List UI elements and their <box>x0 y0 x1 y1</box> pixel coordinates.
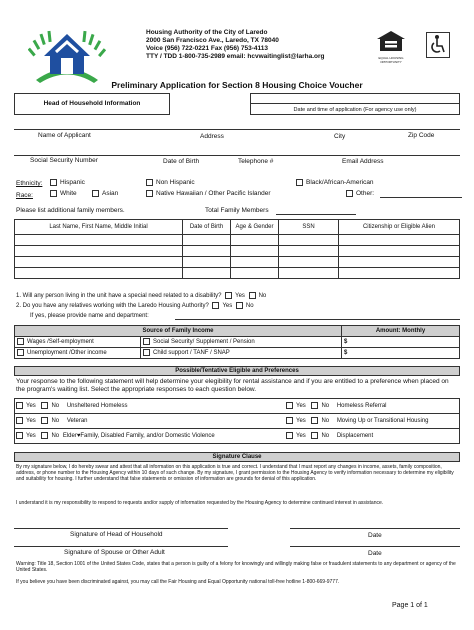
applicant-line[interactable] <box>14 129 460 130</box>
race-label: Race: <box>16 192 33 199</box>
col-age-gender: Age & Gender <box>231 220 279 235</box>
label-phone: Telephone # <box>238 158 274 165</box>
wheelchair-icon <box>426 32 450 58</box>
pref-transitional[interactable]: Yes No Moving Up or Transitional Housing <box>286 417 429 425</box>
total-family-line[interactable] <box>276 214 356 215</box>
ethnicity-non-hispanic[interactable]: Non Hispanic <box>146 179 195 187</box>
checkbox[interactable] <box>311 402 318 409</box>
checkbox[interactable] <box>17 338 24 345</box>
table-row[interactable] <box>15 268 460 279</box>
table-row[interactable] <box>15 235 460 246</box>
income-ss[interactable]: Social Security/ Supplement / Pension <box>141 337 342 348</box>
q2-no-checkbox[interactable] <box>236 302 243 309</box>
pref-elderly[interactable]: Yes No Elder♥Family, Disabled Family, and/or Domestic Violence <box>16 432 215 440</box>
signature-paragraph-2: I understand it is my responsibility to respond to requests and/or supply of information requested by the Housing Agency to determine continued interest in assistance. <box>16 500 384 506</box>
checkbox[interactable] <box>286 432 293 439</box>
signature-header: Signature Clause <box>14 452 460 462</box>
label-email: Email Address <box>342 158 384 165</box>
race-black[interactable]: Black/African-American <box>296 179 374 187</box>
spouse-date-label: Date <box>368 550 382 557</box>
label-address: Address <box>200 133 224 140</box>
checkbox[interactable] <box>50 179 57 186</box>
head-date-line[interactable] <box>290 528 460 529</box>
checkbox[interactable] <box>286 417 293 424</box>
spouse-signature-line[interactable] <box>14 546 228 547</box>
equal-housing-caption: EQUAL HOUSING OPPORTUNITY <box>378 56 404 64</box>
relatives-line[interactable] <box>175 319 460 320</box>
label-name: Name of Applicant <box>38 132 91 139</box>
org-phone-fax: Voice (956) 722-0221 Fax (956) 753-4113 <box>146 45 269 52</box>
race-other[interactable]: Other: <box>346 190 374 198</box>
question-1: 1. Will any person living in the unit have a special need related to a disability? Yes No <box>16 293 267 300</box>
table-row[interactable] <box>15 246 460 257</box>
head-of-household-label: Head of Household Information <box>43 100 141 107</box>
income-amount-header: Amount: Monthly <box>342 326 460 337</box>
family-list-label: Please list additional family members. <box>16 207 125 214</box>
income-wages[interactable]: Wages /Self-employment <box>15 337 141 348</box>
checkbox[interactable] <box>286 402 293 409</box>
family-table <box>14 219 460 279</box>
felony-warning: Warning: Title 18, Section 1001 of the United States Code, states that a person is guilty of a felony for knowingly and willingly making false or fraudulent statements to any department or agency of the United States. <box>16 561 456 573</box>
income-unemployment[interactable]: Unemployment /Other income <box>15 348 141 359</box>
pref-displacement[interactable]: Yes No Displacement <box>286 432 373 440</box>
col-dob: Date of Birth <box>183 220 231 235</box>
income-amount-1[interactable]: $ <box>342 337 460 348</box>
income-amount-2[interactable]: $ <box>342 348 460 359</box>
checkbox[interactable] <box>92 190 99 197</box>
race-asian[interactable]: Asian <box>92 190 118 198</box>
org-address: 2000 San Francisco Ave., Laredo, TX 78040 <box>146 37 279 44</box>
question-2: 2. Do you have any relatives working with the Laredo Housing Authority? Yes No <box>16 303 254 310</box>
q2-yes-checkbox[interactable] <box>212 302 219 309</box>
race-other-line[interactable] <box>380 197 462 198</box>
signature-paragraph-1: By my signature below, I do hereby swear and attest that all information on this application is true and correct. I understand that I must report any changes in income, assets, family composition, address, or phone number to the Housing Agency within 10 days of such change. By my signature, I grant permission to the Housing Agency to verify information necessary to determine my eligibility and suitability for housing. I further understand that false statements or omission of information are grounds for denial of this application. <box>16 464 454 482</box>
total-family-label: Total Family Members <box>205 207 269 214</box>
col-name: Last Name, First Name, Middle Initial <box>15 220 183 235</box>
spouse-date-line[interactable] <box>290 546 460 547</box>
race-white[interactable]: White <box>50 190 77 198</box>
label-dob: Date of Birth <box>163 158 200 165</box>
form-title: Preliminary Application for Section 8 Housing Choice Voucher <box>111 80 363 90</box>
checkbox[interactable] <box>41 432 48 439</box>
equal-housing-logo <box>376 30 406 62</box>
checkbox[interactable] <box>146 190 153 197</box>
pref-unsheltered[interactable]: Yes No Unsheltered Homeless <box>16 402 128 410</box>
label-city: City <box>334 133 346 140</box>
checkbox[interactable] <box>346 190 353 197</box>
col-citizenship: Citizenship or Eligible Alien <box>339 220 460 235</box>
label-ssn: Social Security Number <box>30 157 98 164</box>
agency-date-label: Date and time of application (For agency use only) <box>293 107 417 113</box>
race-hawaiian[interactable]: Native Hawaiian / Other Pacific Islander <box>146 190 271 198</box>
income-source-header: Source of Family Income <box>15 326 342 337</box>
org-name: Housing Authority of the City of Laredo <box>146 29 268 36</box>
checkbox[interactable] <box>143 349 150 356</box>
checkbox[interactable] <box>50 190 57 197</box>
checkbox[interactable] <box>311 432 318 439</box>
discrimination-note: If you believe you have been discriminated against, you may call the Fair Housing and Equal Opportunity national toll-free hotline 1-800-669-9777. <box>16 579 340 585</box>
checkbox[interactable] <box>41 417 48 424</box>
col-ssn: SSN <box>279 220 339 235</box>
page-number: Page 1 of 1 <box>392 602 428 609</box>
pref-homeless-referral[interactable]: Yes No Homeless Referral <box>286 402 387 410</box>
ethnicity-hispanic[interactable]: Hispanic <box>50 179 85 187</box>
checkbox[interactable] <box>41 402 48 409</box>
head-signature-line[interactable] <box>14 528 228 529</box>
head-date-label: Date <box>368 532 382 539</box>
income-child-support[interactable]: Child support / TANF / SNAP <box>141 348 342 359</box>
table-row[interactable] <box>15 257 460 268</box>
checkbox[interactable] <box>16 432 23 439</box>
contact-line[interactable] <box>14 155 460 156</box>
checkbox[interactable] <box>143 338 150 345</box>
checkbox[interactable] <box>311 417 318 424</box>
checkbox[interactable] <box>296 179 303 186</box>
relatives-note: If yes, please provide name and department: <box>30 313 149 319</box>
spouse-signature-label: Signature of Spouse or Other Adult <box>64 549 165 556</box>
q1-no-checkbox[interactable] <box>249 292 256 299</box>
checkbox[interactable] <box>17 349 24 356</box>
head-of-household-box <box>14 93 170 115</box>
housing-authority-logo <box>28 28 106 84</box>
income-table <box>14 325 460 359</box>
org-tty-email: TTY / TDD 1-800-735-2989 email: hcvwaitinglist@larha.org <box>146 53 325 60</box>
checkbox[interactable] <box>16 417 23 424</box>
preferences-intro: Your response to the following statement will help determine your elegibility for rental assistance and if you are entitled to a preference when placed on the program's waiting list. Select the appropriate responses to each question below. <box>16 378 449 393</box>
agency-date-field <box>250 93 460 115</box>
checkbox[interactable] <box>16 402 23 409</box>
ethnicity-label: Ethnicity: <box>16 180 43 187</box>
pref-veteran[interactable]: Yes No Veteran <box>16 417 88 425</box>
label-zip: Zip Code <box>408 132 435 139</box>
preferences-header: Possible/Tentative Eligible and Preferences <box>14 366 460 376</box>
head-signature-label: Signature of Head of Household <box>70 531 163 538</box>
q1-yes-checkbox[interactable] <box>225 292 232 299</box>
checkbox[interactable] <box>146 179 153 186</box>
